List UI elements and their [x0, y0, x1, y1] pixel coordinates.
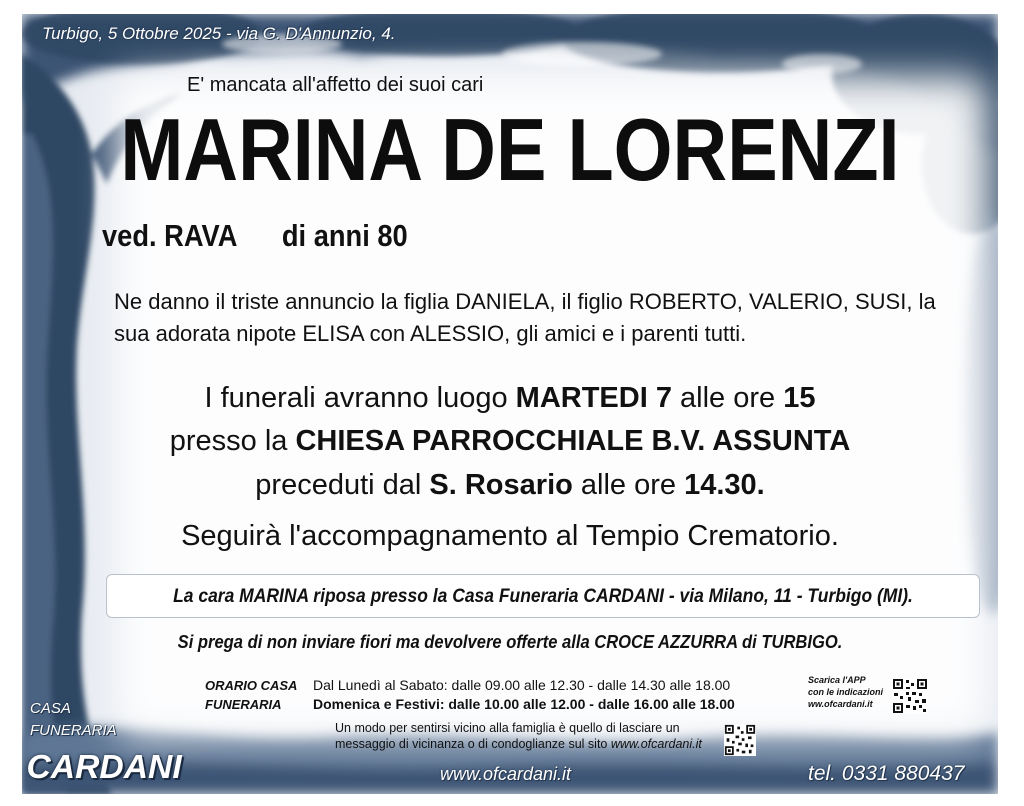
hours-label: ORARIO CASA FUNERARIA [205, 678, 298, 712]
tree-background-frame [22, 14, 998, 794]
opening-hours [313, 676, 735, 714]
deceased-name: MARINA DE LORENZI [120, 100, 900, 199]
funeral-time: 15 [783, 382, 816, 414]
funeral-line-4: Seguirà l'accompagnamento al Tempio Crematorio. [181, 520, 839, 552]
weekday-hours: Dal Lunedì al Sabato: dalle 09.00 alle 12.30 - dalle 14.30 alle 18.00 [313, 677, 731, 693]
app-info: Scarica l'APP con le indicazioni ww.ofcardani.it [808, 675, 884, 709]
rest-notice: La cara MARINA riposa presso la Casa Funeraria CARDANI - via Milano, 11 - Turbigo (MI). [173, 586, 913, 607]
intro-line: E' mancata all'affetto dei suoi cari [187, 74, 484, 96]
footer-phone[interactable]: tel. 0331 880437 [808, 762, 965, 785]
qr-code-icon[interactable] [892, 678, 928, 714]
qr-code-icon-small[interactable] [724, 724, 756, 756]
brand-casa-funeraria: CASA FUNERARIA [30, 700, 117, 739]
funeral-line-1: I funerali avranno luogo MARTEDI 7 alle ore 15 [204, 382, 816, 414]
holiday-hours: Domenica e Festivi: dalle 10.00 alle 12.00 - dalle 16.00 alle 18.00 [313, 696, 735, 712]
footer-website-link[interactable]: www.ofcardani.it [440, 764, 572, 784]
date-place: Turbigo, 5 Ottobre 2025 - via G. D'Annunzio, 4. [42, 24, 396, 43]
widow-of: ved. RAVA [102, 218, 237, 253]
age: di anni 80 [281, 218, 408, 253]
funeral-line-2: presso la CHIESA PARROCCHIALE B.V. ASSUNTA [169, 425, 851, 457]
funeral-line-3: preceduti dal S. Rosario alle ore 14.30. [255, 469, 765, 501]
church-name: CHIESA PARROCCHIALE B.V. ASSUNTA [295, 425, 851, 457]
rosary: S. Rosario [429, 469, 573, 501]
subtitle-line [102, 218, 408, 254]
rosary-time: 14.30. [684, 469, 765, 501]
brand-logo-cardani: CARDANI [26, 748, 182, 785]
message-info: Un modo per sentirsi vicino alla famiglia è quello di lasciare un messaggio di vicinanza o di condoglianze sul sito www.ofcardani.it [335, 721, 702, 751]
announcement: Ne danno il triste annuncio la figlia DANIELA, il figlio ROBERTO, VALERIO, SUSI, la sua adorata nipote ELISA con ALESSIO, gli amici e i parenti tutti. [114, 289, 936, 346]
flowers-notice: Si prega di non inviare fiori ma devolvere offerte alla CROCE AZZURRA di TURBIGO. [177, 632, 843, 652]
message-website-link[interactable]: www.ofcardani.it [610, 737, 702, 751]
funeral-day: MARTEDI 7 [515, 382, 672, 414]
